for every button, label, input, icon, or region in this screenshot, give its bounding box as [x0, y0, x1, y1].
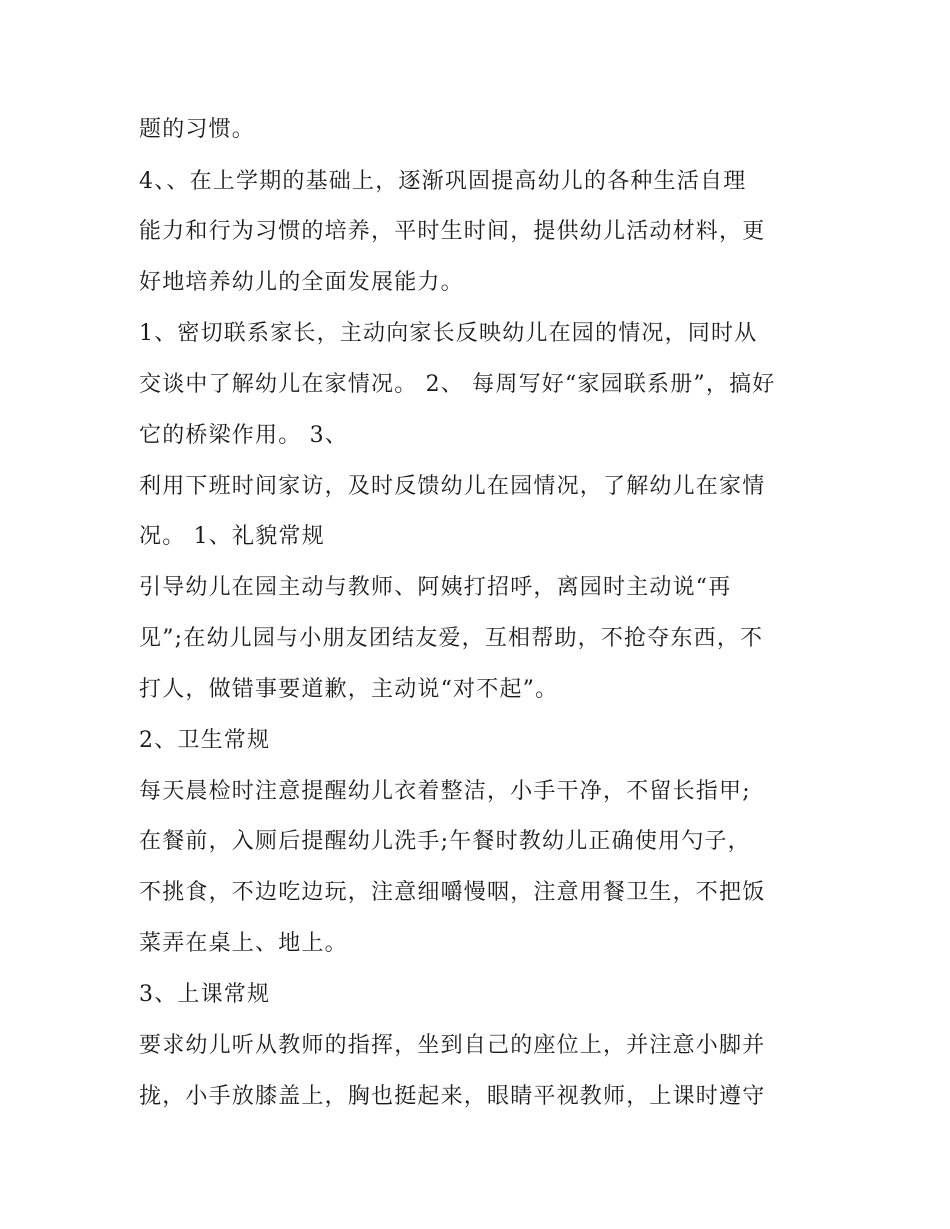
text-line: 能力和行为习惯的培养，平时生时间，提供幼儿活动材料，更: [139, 219, 766, 244]
text-line: 题的习惯。: [139, 117, 256, 142]
text-line: 不挑食，不边吃边玩，注意细嚼慢咽，注意用餐卫生，不把饭: [139, 880, 766, 905]
text-line: 要求幼儿听从教师的指挥，坐到自己的座位上，并注意小脚并: [139, 1033, 766, 1058]
text-line: 拢，小手放膝盖上，胸也挺起来，眼睛平视教师，上课时遵守: [139, 1084, 766, 1109]
text-line: 好地培养幼儿的全面发展能力。: [139, 270, 464, 295]
text-line: 利用下班时间家访，及时反馈幼儿在园情况，了解幼儿在家情: [139, 474, 766, 499]
text-line: 3、上课常规: [139, 982, 271, 1007]
text-line: 引导幼儿在园主动与教师、阿姨打招呼，离园时主动说“再: [139, 575, 732, 600]
text-line: 它的桥梁作用。 3、: [139, 423, 348, 448]
text-line: 况。 1、礼貌常规: [139, 524, 325, 549]
text-line: 4、、在上学期的基础上，逐渐巩固提高幼儿的各种生活自理: [139, 169, 747, 194]
text-line: 交谈中了解幼儿在家情况。 2、 每周写好“家园联系册”，搞好: [139, 372, 776, 397]
text-line: 见”;在幼儿园与小朋友团结友爱，互相帮助，不抢夺东西，不: [139, 626, 764, 651]
text-line: 打人，做错事要道歉，主动说“对不起”。: [139, 677, 559, 702]
text-line: 在餐前，入厕后提醒幼儿洗手;午餐时教幼儿正确使用勺子，: [139, 829, 751, 854]
text-line: 菜弄在桌上、地上。: [139, 931, 348, 956]
text-line: 1、密切联系家长，主动向家长反映幼儿在园的情况，同时从: [139, 321, 758, 346]
text-line: 每天晨检时注意提醒幼儿衣着整洁，小手干净，不留长指甲;: [139, 779, 751, 804]
text-line: 2、卫生常规: [139, 728, 271, 753]
